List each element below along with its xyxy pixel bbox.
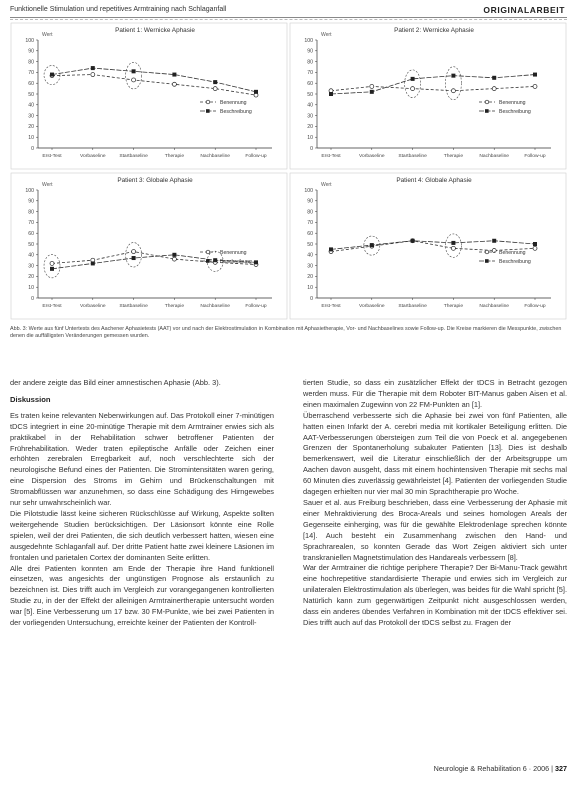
- paragraph: Die Pilotstudie lässt keine sicheren Rückschlüsse auf Wirkung, Aspekte sollten weitergehende Studien berücksichtigen. Der Läsionsort könnte eine Rolle spielen, weil der drei Patienten, die sich deutlich verbessert hatten, wiesen eine ausgedehnte Schlaganfall auf. Der dritte Patient hatte zwei kleinere Läsionen im frontalen und parietalen Cortex der dominanten Seite erlitten.: [10, 508, 274, 562]
- x-tick-label: Therapie: [443, 154, 464, 159]
- legend-marker: [485, 100, 489, 104]
- y-tick-label: 80: [307, 59, 313, 66]
- y-tick-label: 10: [307, 285, 313, 291]
- data-point: [132, 250, 136, 254]
- data-point: [451, 241, 455, 245]
- x-tick-label: Nachbaseline: [479, 304, 510, 309]
- y-tick-label: 100: [304, 187, 313, 194]
- legend-label: Beschreibung: [499, 108, 531, 115]
- data-point: [91, 73, 95, 77]
- data-point: [213, 80, 217, 84]
- highlight-ellipse: [126, 243, 142, 267]
- x-tick-label: Erst-Test: [42, 154, 62, 159]
- data-point: [370, 90, 374, 94]
- series-line-beschreibung: [331, 75, 535, 94]
- y-tick-label: 100: [25, 37, 34, 44]
- y-tick-label: 80: [28, 209, 34, 216]
- y-tick-label: 50: [307, 91, 313, 98]
- legend-marker: [206, 100, 210, 104]
- left-column: [10, 378, 274, 629]
- y-unit-label: Wert: [42, 32, 53, 38]
- y-tick-label: 20: [307, 124, 313, 131]
- data-point: [91, 66, 95, 70]
- data-point: [91, 261, 95, 265]
- data-point: [213, 87, 217, 91]
- y-tick-label: 30: [28, 113, 34, 120]
- y-tick-label: 70: [307, 220, 313, 227]
- data-point: [533, 246, 537, 250]
- x-tick-label: Nachbaseline: [479, 154, 510, 159]
- highlight-ellipse: [445, 67, 461, 100]
- data-point: [451, 246, 455, 250]
- legend-label: Benennung: [220, 99, 247, 106]
- data-point: [50, 73, 54, 77]
- chart-title: Patient 3: Globale Aphasie: [117, 177, 193, 184]
- y-tick-label: 60: [307, 81, 313, 87]
- paragraph: der andere zeigte das Bild einer amnestischen Aphasie (Abb. 3).: [10, 378, 221, 387]
- series-line-beschreibung: [52, 68, 256, 92]
- y-tick-label: 40: [28, 102, 34, 109]
- chart-patient-1: [11, 23, 287, 169]
- x-tick-label: Follow-up: [524, 304, 546, 309]
- y-tick-label: 30: [307, 113, 313, 120]
- panel-frame: [290, 173, 566, 319]
- x-tick-label: Vorbaseline: [359, 304, 385, 309]
- x-tick-label: Vorbaseline: [359, 154, 385, 159]
- data-point: [329, 92, 333, 96]
- y-tick-label: 60: [307, 231, 313, 237]
- x-tick-label: Follow-up: [524, 154, 546, 159]
- x-tick-label: Therapie: [164, 304, 185, 309]
- right-column: [303, 378, 567, 629]
- y-tick-label: 20: [28, 274, 34, 281]
- x-tick-label: Therapie: [164, 154, 185, 159]
- data-point: [172, 257, 176, 261]
- highlight-ellipse: [445, 234, 461, 257]
- series-line-beschreibung: [331, 241, 535, 250]
- y-tick-label: 90: [28, 198, 34, 205]
- series-line-benennung: [331, 86, 535, 90]
- x-tick-label: Erst-Test: [42, 304, 62, 309]
- y-tick-label: 30: [28, 263, 34, 270]
- chart-title: Patient 1: Wernicke Aphasie: [115, 27, 195, 34]
- highlight-ellipse: [126, 62, 142, 89]
- x-tick-label: Startbaseline: [398, 154, 427, 159]
- legend-label: Benennung: [499, 99, 526, 106]
- y-unit-label: Wert: [321, 182, 332, 188]
- panel-frame: [11, 23, 287, 169]
- y-tick-label: 90: [307, 198, 313, 205]
- data-point: [451, 89, 455, 93]
- paragraph: Alle drei Patienten konnten am Ende der Therapie ihre Hand funktionell einsetzen, was angesichts der ungünstigen Prognose als erstaunlich zu bezeichnen ist. Dies trifft auch im Vergleich zur vorangegangenen kontrollierten Studie zu, in der der Effekt der alleinigen Armtrainertherapie untersucht worden war [5]. Eine Verbesserung um 17 bzw. 30 FM-Punkte, wie bei zwei Patienten in der vorliegenden Untersuchung, erreichte keiner der Patienten der Kontroll-: [10, 563, 274, 628]
- y-tick-label: 20: [28, 124, 34, 131]
- y-tick-label: 80: [28, 59, 34, 66]
- y-tick-label: 80: [307, 209, 313, 216]
- header-rule-secondary: [10, 19, 567, 20]
- x-tick-label: Erst-Test: [321, 154, 341, 159]
- data-point: [50, 267, 54, 271]
- journal-name: Neurologie & Rehabilitation 6 · 2006: [433, 764, 550, 773]
- data-point: [132, 256, 136, 260]
- y-tick-label: 30: [307, 263, 313, 270]
- legend-marker: [206, 109, 210, 113]
- y-tick-label: 100: [25, 187, 34, 194]
- paragraph: Überraschend verbesserte sich die Aphasie bei zwei von fünf Patienten, alle hatten einen Infarkt der A. cerebri media mit kortikaler Beteiligung erlitten. Die AAT-Verbesserungen übersteigen zum Teil die von Poeck et al. angegebenen Grenzen der Spontanerholung subakuter Patienten [13]. Dies ist deshalb bemerkenswert, weil die Literatur einschließlich der der Arbeitsgruppe um Aachen davon ausgeht, dass mit einem hochintensiven Therapie mit sechs mal 60 Minuten dies zuverlässig gewährleistet [4]. Patienten der vorliegenden Studie dagegen erhielten nur vier mal 30 min Sprachtherapie pro Woche.: [303, 410, 567, 497]
- x-tick-label: Nachbaseline: [200, 304, 231, 309]
- highlight-ellipse: [405, 70, 421, 98]
- x-tick-label: Nachbaseline: [200, 154, 231, 159]
- x-tick-label: Vorbaseline: [80, 154, 106, 159]
- paragraph: tierten Studie, so dass ein zusätzlicher Effekt der tDCS in Betracht gezogen werden muss. Für die Therapie mit dem Roboter BIT-Manus gaben Aisen et al. einen maximalen Zugewinn von 22 FM-Punkten an [1].: [303, 378, 567, 409]
- y-tick-label: 20: [307, 274, 313, 281]
- legend-marker: [485, 109, 489, 113]
- data-point: [132, 78, 136, 82]
- paragraph: Sauer et al. aus Freiburg beschrieben, dass eine Verbesserung der Aphasie mit einer Mehraktivierung des Broca-Areals und seines homologen Areals der Gegenseite einherging, was für die gewählte Elektrodenlage sprechen könnte [14]. Auch besteht ein Zusammenhang zwischen den Hand- und Sprachrarealen, so konnten Gerade das Wort Zeigen aktiviert sich unter transkraniellen Magnetstimulation des Handareals verbessern [8].: [303, 497, 567, 562]
- data-point: [370, 84, 374, 88]
- data-point: [411, 77, 415, 81]
- y-tick-label: 0: [31, 145, 34, 152]
- x-tick-label: Startbaseline: [398, 304, 427, 309]
- legend-label: Benennung: [220, 249, 247, 256]
- y-tick-label: 40: [28, 252, 34, 259]
- paragraph: Es traten keine relevanten Nebenwirkungen auf. Das Protokoll einer 7-minütigen tDCS integriert in eine 20-minütige Therapie mit dem Armtrainer erwies sich als praktikabel in der Rehabilitation schwer betroffener Patienten der Frührehabilitation. Weder traten epileptische Anfälle oder Zeichen einer erhöhten zerebralen Erregbarkeit auf, noch verschlechterte sich der neurologische Befund eines der Patienten. Die Stromintensitäten waren gering, eine Dispersion des Stroms im Gehirn und Brückenschaltungen mit Stromabflüssen war anzunehmen, so dass eine Schädigung des Hirngewebes nur sehr unwahrscheinlich war.: [10, 410, 274, 508]
- figure-charts: [10, 22, 567, 322]
- y-tick-label: 70: [28, 70, 34, 77]
- data-point: [254, 260, 258, 264]
- chart-title: Patient 2: Wernicke Aphasie: [394, 27, 474, 34]
- data-point: [329, 247, 333, 251]
- y-tick-label: 10: [307, 135, 313, 141]
- x-tick-label: Erst-Test: [321, 304, 341, 309]
- x-tick-label: Follow-up: [245, 154, 267, 159]
- legend-marker: [485, 259, 489, 263]
- data-point: [213, 258, 217, 262]
- running-header-title: Funktionelle Stimulation und repetitives Armtraining nach Schlaganfall: [10, 6, 227, 13]
- y-tick-label: 10: [28, 135, 34, 141]
- legend-label: Beschreibung: [220, 258, 252, 265]
- legend-marker: [485, 250, 489, 254]
- chart-patient-2: [290, 23, 566, 169]
- y-tick-label: 0: [31, 295, 34, 302]
- panel-frame: [11, 173, 287, 319]
- y-tick-label: 90: [28, 48, 34, 55]
- data-point: [492, 87, 496, 91]
- data-point: [50, 261, 54, 265]
- y-tick-label: 50: [28, 241, 34, 248]
- y-tick-label: 10: [28, 285, 34, 291]
- y-unit-label: Wert: [321, 32, 332, 38]
- x-tick-label: Startbaseline: [119, 304, 148, 309]
- legend-marker: [206, 250, 210, 254]
- legend-label: Beschreibung: [499, 258, 531, 265]
- y-tick-label: 0: [310, 145, 313, 152]
- section-label: ORIGINALARBEIT: [483, 5, 565, 15]
- x-tick-label: Therapie: [443, 304, 464, 309]
- chart-patient-4: [290, 173, 566, 319]
- x-tick-label: Startbaseline: [119, 154, 148, 159]
- data-point: [533, 73, 537, 77]
- y-tick-label: 40: [307, 252, 313, 259]
- page-number: 327: [555, 764, 567, 773]
- page-footer: [434, 764, 567, 773]
- data-point: [132, 69, 136, 73]
- footer-separator: |: [551, 764, 553, 773]
- figure-caption: Abb. 3: Werte aus fünf Untertests des Aachener Aphasietests (AAT) vor und nach der Elektrostimulation in Kombination mit Aphasietherapie, Vor- und Nachbaselines sowie Follow-up. Die Kreise markieren die Messpunkte, zwischen denen die auffälligsten Veränderungen gemessen wurden.: [10, 326, 562, 339]
- data-point: [172, 253, 176, 257]
- chart-title: Patient 4: Globale Aphasie: [396, 177, 472, 184]
- data-point: [533, 84, 537, 88]
- data-point: [492, 76, 496, 80]
- data-point: [492, 239, 496, 243]
- y-tick-label: 0: [310, 295, 313, 302]
- y-tick-label: 70: [28, 220, 34, 227]
- legend-marker: [206, 259, 210, 263]
- y-tick-label: 100: [304, 37, 313, 44]
- data-point: [172, 82, 176, 86]
- legend-label: Benennung: [499, 249, 526, 256]
- series-line-benennung: [52, 75, 256, 96]
- x-tick-label: Vorbaseline: [80, 304, 106, 309]
- data-point: [254, 90, 258, 94]
- data-point: [172, 73, 176, 77]
- y-tick-label: 90: [307, 48, 313, 55]
- data-point: [451, 74, 455, 78]
- chart-patient-3: [11, 173, 287, 319]
- x-tick-label: Follow-up: [245, 304, 267, 309]
- data-point: [411, 239, 415, 243]
- data-point: [370, 243, 374, 247]
- y-tick-label: 60: [28, 231, 34, 237]
- data-point: [411, 87, 415, 91]
- y-tick-label: 60: [28, 81, 34, 87]
- y-tick-label: 40: [307, 102, 313, 109]
- section-heading: Diskussion: [10, 394, 51, 404]
- legend-label: Beschreibung: [220, 108, 252, 115]
- y-tick-label: 70: [307, 70, 313, 77]
- y-tick-label: 50: [307, 241, 313, 248]
- highlight-ellipse: [44, 254, 60, 277]
- y-unit-label: Wert: [42, 182, 53, 188]
- paragraph: War der Armtrainer die richtige periphere Therapie? Der Bi-Manu-Track gewährt eine hochrepetitive standardisierte Therapie und erwies sich im Vergleich zur unilateralen Elektrostimulation als überlegen, was beides für die Wahl spricht [5]. Natürlich kann zum gegenwärtigen Zeitpunkt nicht ausgeschlossen werden, dass ein anderes übendes Verfahren in Kombination mit der tDCS effektiver sei. Dies trifft auch auf das Protokoll der tDCS selbst zu. Fragen der: [303, 563, 567, 627]
- data-point: [533, 242, 537, 246]
- header-rule: [10, 17, 567, 18]
- y-tick-label: 50: [28, 91, 34, 98]
